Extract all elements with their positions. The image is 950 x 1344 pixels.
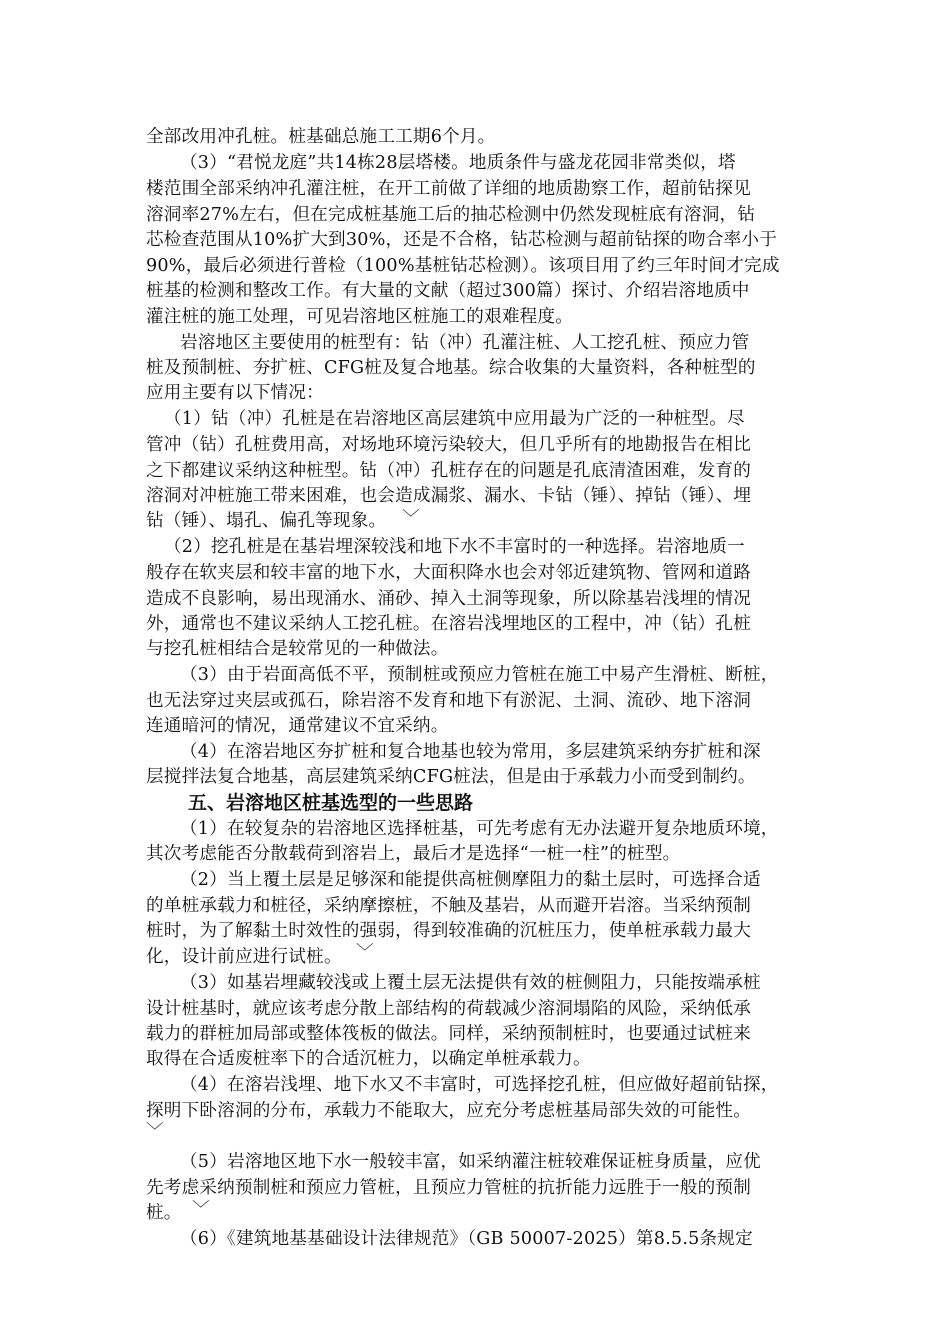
text-line: 溶洞对冲桩施工带来困难，也会造成漏浆、漏水、卡钻（锤）、掉钻（锤）、埋	[146, 486, 752, 506]
text-line: （5）岩溶地区地下水一般较丰富，如采纳灌注桩较难保证桩身质量，应优	[180, 1152, 761, 1172]
text-line: 全部改用冲孔桩。桩基础总施工工期6个月。	[146, 127, 496, 147]
editing-mark: ﹀	[192, 1200, 210, 1220]
text-line: 的单桩承载力和桩径，采纳摩擦桩，不触及基岩，从而避开岩溶。当采纳预制	[146, 896, 751, 916]
text-line: 连通暗河的情况，通常建议不宜采纳。	[146, 716, 449, 736]
editing-mark: ﹀	[402, 509, 420, 529]
text-line: （4）在溶岩地区夯扩桩和复合地基也较为常用，多层建筑采纳夯扩桩和深	[180, 742, 761, 762]
text-line: 载力的群桩加局部或整体筏板的做法。同样，采纳预制桩时，也要通过试桩来	[146, 1024, 751, 1044]
text-line: 其次考虑能否分散载荷到溶岩上，最后才是选择“一桩一柱”的桩型。	[146, 844, 681, 864]
text-line: 外，通常也不建议采纳人工挖孔桩。在溶岩浅埋地区的工程中，冲（钻）孔桩	[146, 614, 751, 634]
text-line: 设计桩基时，就应该考虑分散上部结构的荷载减少溶洞塌陷的风险，采纳低承	[146, 999, 751, 1019]
editing-mark: ﹀	[146, 1122, 164, 1142]
text-line: 取得在合适废桩率下的合适沉桩力，以确定单桩承载力。	[146, 1049, 591, 1069]
text-line: （1）在较复杂的岩溶地区选择桩基，可先考虑有无办法避开复杂地质环境，	[180, 819, 779, 839]
text-line: 溶洞率27%左右，但在完成桩基施工后的抽芯检测中仍然发现桩底有溶洞，钻	[146, 205, 756, 225]
text-line: 桩时，为了解黏土时效性的强弱，得到较准确的沉桩压力，使单桩承载力最大	[146, 921, 751, 941]
text-line: 钻（锤）、塌孔、偏孔等现象。	[146, 511, 387, 531]
text-line: 与挖孔桩相结合是较常见的一种做法。	[146, 639, 449, 659]
text-line: 化，设计前应进行试桩。	[146, 947, 342, 967]
text-line: （4）在溶岩浅埋、地下水又不丰富时，可选择挖孔桩，但应做好超前钻探，	[180, 1075, 779, 1095]
text-line: （3）“君悦龙庭”共14栋28层塔楼。地质条件与盛龙花园非常类似，塔	[180, 153, 736, 173]
section-heading: 五、岩溶地区桩基选型的一些思路	[188, 792, 474, 814]
text-line: （2）当上覆土层是足够深和能提供高桩侧摩阻力的黏土层时，可选择合适	[180, 870, 761, 890]
text-line: （2）挖孔桩是在基岩埋深较浅和地下水不丰富时的一种选择。岩溶地质一	[164, 537, 745, 557]
editing-mark: ﹀	[356, 943, 374, 963]
text-line: 层搅拌法复合地基，高层建筑采纳CFG桩法，但是由于承载力小而受到制约。	[146, 767, 756, 787]
text-line: 也无法穿过夹层或孤石，除岩溶不发育和地下有淤泥、土洞、流砂、地下溶洞	[146, 691, 751, 711]
text-line: （1）钻（冲）孔桩是在岩溶地区高层建筑中应用最为广泛的一种桩型。尽	[164, 409, 745, 429]
text-line: 90%，最后必须进行普检（100%基桩钻芯检测）。该项目用了约三年时间才完成	[146, 256, 780, 276]
text-line: 之下都建议采纳这种桩型。钻（冲）孔桩存在的问题是孔底清渣困难，发育的	[146, 461, 751, 481]
text-line: 管冲（钻）孔桩费用高，对场地环境污染较大，但几乎所有的地勘报告在相比	[146, 435, 751, 455]
text-line: （3）如基岩埋藏较浅或上覆土层无法提供有效的桩侧阻力，只能按端承桩	[180, 973, 761, 993]
text-line: 楼范围全部采纳冲孔灌注桩，在开工前做了详细的地质勘察工作，超前钻探见	[146, 179, 751, 199]
text-line: 般存在软夹层和较丰富的地下水，大面积降水也会对邻近建筑物、管网和道路	[146, 563, 751, 583]
text-line: 桩基的检测和整改工作。有大量的文献（超过300篇）探讨、介绍岩溶地质中	[146, 281, 750, 301]
text-line: 先考虑采纳预制桩和预应力管桩，且预应力管桩的抗折能力远胜于一般的预制	[146, 1178, 751, 1198]
text-line: 灌注桩的施工处理，可见岩溶地区桩施工的艰难程度。	[146, 307, 574, 327]
text-line: 探明下卧溶洞的分布，承载力不能取大，应充分考虑桩基局部失效的可能性。	[146, 1101, 751, 1121]
text-line: （6）《建筑地基基础设计法律规范》（GB 50007-2025）第8.5.5条规定	[180, 1229, 753, 1249]
text-line: 桩。	[146, 1203, 182, 1223]
text-line: 芯检查范围从10%扩大到30%，还是不合格，钻芯检测与超前钻探的吻合率小于	[146, 230, 778, 250]
text-line: 桩及预制桩、夯扩桩、CFG桩及复合地基。综合收集的大量资料，各种桩型的	[146, 358, 756, 378]
text-line: 岩溶地区主要使用的桩型有：钻（冲）孔灌注桩、人工挖孔桩、预应力管	[180, 333, 750, 353]
text-line: 应用主要有以下情况：	[146, 383, 324, 403]
text-line: 造成不良影响，易出现涌水、涌砂、掉入土洞等现象，所以除基岩浅埋的情况	[146, 589, 751, 609]
text-line: （3）由于岩面高低不平，预制桩或预应力管桩在施工中易产生滑桩、断桩，	[180, 665, 779, 685]
